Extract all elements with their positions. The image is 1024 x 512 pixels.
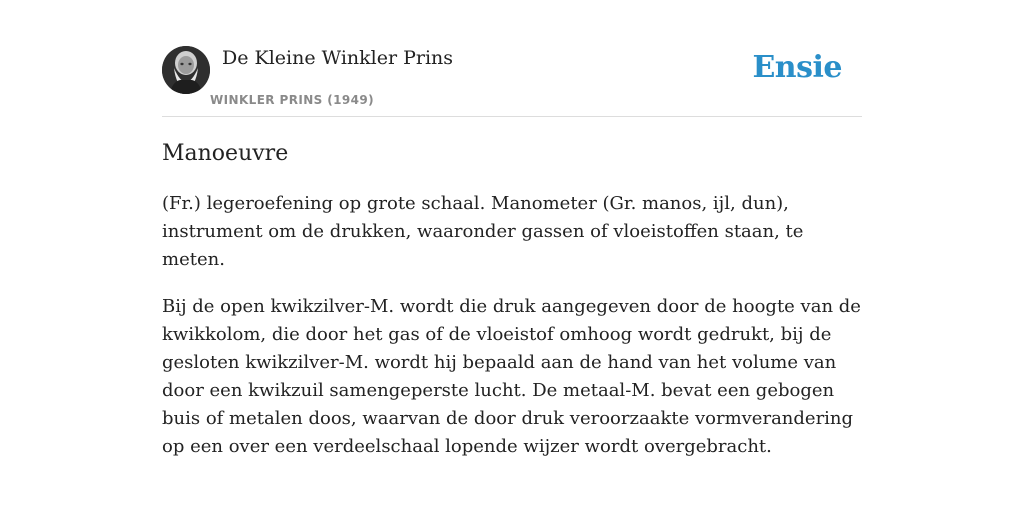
entry-content xyxy=(162,138,862,480)
source-header xyxy=(162,46,862,117)
source-avatar[interactable] xyxy=(162,46,210,94)
entry-title: Manoeuvre xyxy=(162,141,289,166)
entry-paragraph: Bij de open kwikzilver-M. wordt die druk aangegeven door de hoogte van de kwikkolom, die door het gas of de vloeistof omhoog wordt gedrukt, bij de gesloten kwikzilver-M. wordt hij bepaald aan de hand van het volume van door een kwikzuil samengeperste lucht. De metaal-M. bevat een gebogen buis of metalen doos, waarvan de door druk veroorzaakte vormverandering op een over een verdeelschaal lopende wijzer wordt overgebracht. xyxy=(162,296,861,457)
source-meta: WINKLER PRINS (1949) xyxy=(210,93,375,107)
brand-logo[interactable]: Ensie xyxy=(752,50,842,85)
entry-paragraph: (Fr.) legeroefening op grote schaal. Manometer (Gr. manos, ijl, dun), instrument om de drukken, waaronder gassen of vloeistoffen staan, te meten. xyxy=(162,193,804,270)
source-title[interactable]: De Kleine Winkler Prins xyxy=(222,47,454,69)
portrait-icon xyxy=(162,46,210,94)
